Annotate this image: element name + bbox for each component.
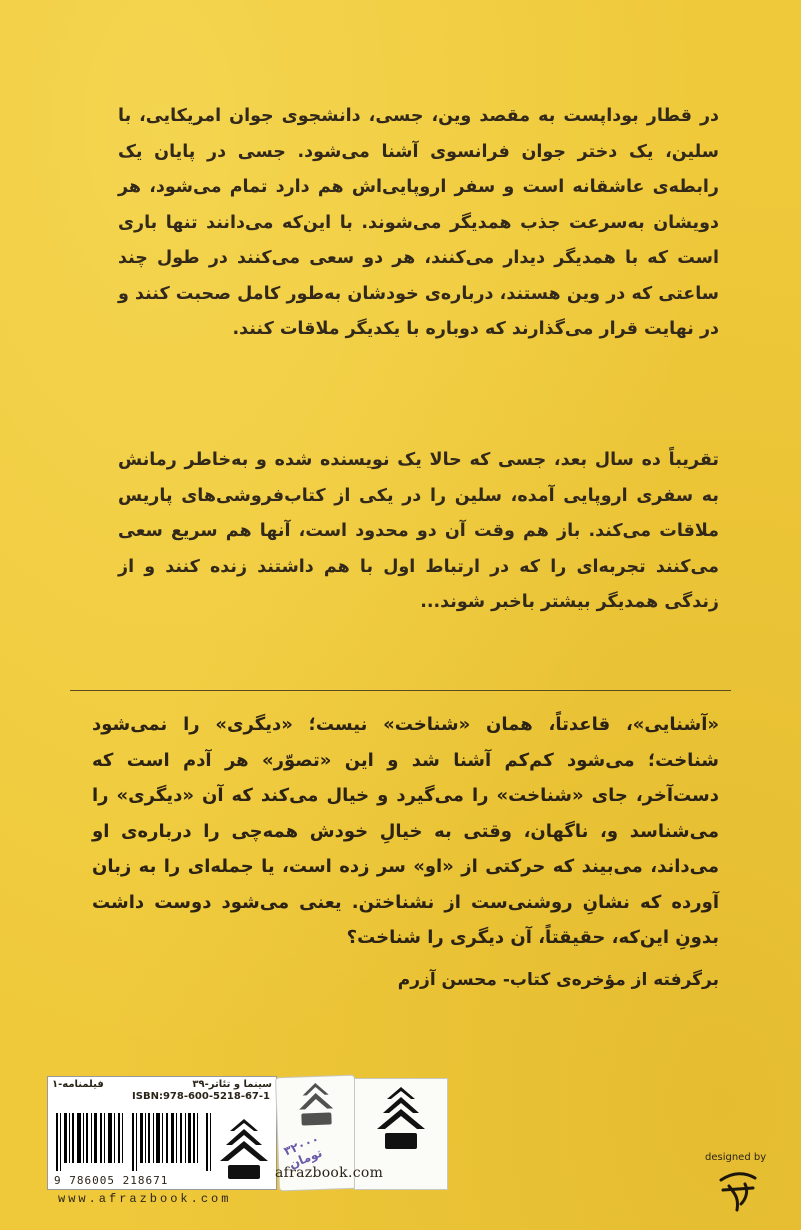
series-row (48, 1077, 276, 1090)
series-left: فیلمنامه-۱ (52, 1079, 104, 1090)
barcode-number: 9 786005 218671 (54, 1174, 169, 1187)
divider-line (70, 690, 731, 691)
quote-source: برگرفته از مؤخره‌ی کتاب- محسن آزرم (397, 970, 719, 990)
afraz-logo-icon (218, 1117, 270, 1183)
synopsis-text-2: تقریباً ده سال بعد، جسی که حالا یک نویسنده شده و به‌خاطر رمانش به سفری اروپایی آمده، سلین را در یکی از کتاب‌فروشی‌های پاریس ملاقات می‌کند. باز هم وقت آن دو محدود است، آنها هم سریع سعی می‌کنند تجربه‌ای را که در ارتباط اول با هم داشتند زنده کنند و از زندگی همدیگر بیشتر باخبر شوند... (118, 450, 719, 612)
afraz-logo-icon (355, 1079, 447, 1159)
barcode-label (47, 1076, 277, 1190)
price-text: ۳۲۰۰۰ تومان (281, 1131, 325, 1172)
series-right: سینما و تئاتر-۳۹ (192, 1079, 272, 1090)
publisher-url: afrazbook.com (275, 1165, 384, 1181)
website-text[interactable]: www.afrazbook.com (58, 1192, 232, 1206)
quote-block: «آشنایی»، قاعدتاً، همان «شناخت» نیست؛ «دیگری» را نمی‌شود شناخت؛ می‌شود کم‌کم آشنا شد و این «تصوّر» هر آدم است که دست‌آخر، جای «شناخت» را می‌گیرد و خیال می‌کند که آن «دیگری» را می‌شناسد و، ناگهان، وقتی به خیالِ خودش همه‌چی را درباره‌ی او می‌داند، می‌بیند که حرکتی از «او» سر زده است، یا جمله‌ای را به زبان آورده که نشانِ روشنی‌ست از نشناختن. یعنی می‌شود دوست داشت بدونِ این‌که، حقیقتاً، آن دیگری را شناخت؟ (92, 714, 719, 948)
barcode-icon (56, 1113, 216, 1171)
synopsis-paragraph-2 (118, 443, 719, 621)
designer-signature-icon (715, 1168, 763, 1216)
synopsis-text-1: در قطار بوداپست به مقصد وین، جسی، دانشجوی جوان امریکایی، با سلین، یک دختر جوان فرانسوی آشنا می‌شود. جسی در پایان یک رابطه‌ی عاشقانه است و سفر اروپایی‌اش هم دارد تمام می‌شود، هر دویشان به‌سرعت جذب همدیگر می‌شوند. با این‌که می‌دانند تنها باری است که با همدیگر دیدار می‌کنند، هر دو سعی می‌کنند در طول چند ساعتی که در وین هستند، درباره‌ی خودشان به‌طور کامل صحبت کنند و در نهایت قرار می‌گذارند که دوباره با یکدیگر ملاقات کنند. (118, 106, 719, 339)
designed-by-label: designed by (705, 1152, 767, 1163)
synopsis-paragraph-1 (118, 99, 719, 348)
isbn-text: ISBN:978-600-5218-67-1 (132, 1091, 270, 1102)
